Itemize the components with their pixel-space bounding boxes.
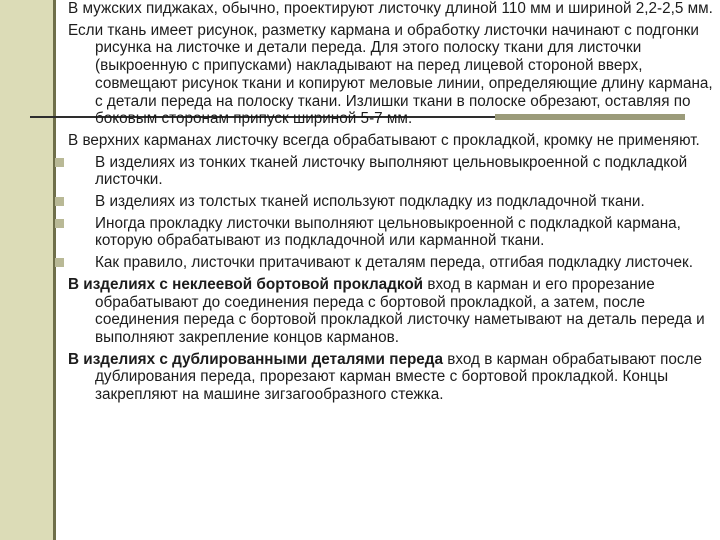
slide-text-body	[68, 0, 714, 408]
paragraph-rest-text: вход в карман и его прорезание обрабатывают до соединения переда с бортовой прокладкой, а затем, после соединения переда с бортовой прокладкой листочку наметывают на деталь переда и выполняют закрепление концов карманов.	[95, 275, 705, 346]
paragraph-upper-pockets: В верхних карманах листочку всегда обрабатывают с прокладкой, кромку не применяют.	[68, 131, 700, 149]
paragraph-pocket-size: В мужских пиджаках, обычно, проектируют листочку длиной 110 мм и шириной 2,2-2,5 мм.	[68, 0, 713, 17]
side-decorative-band	[0, 0, 53, 540]
bullet-item	[68, 215, 714, 250]
side-decorative-line	[53, 0, 56, 540]
bold-lead-text: В изделиях с неклеевой бортовой прокладкой	[68, 275, 424, 293]
square-bullet-icon	[55, 219, 64, 228]
square-bullet-icon	[55, 197, 64, 206]
bullet-item	[68, 254, 714, 272]
square-bullet-icon	[55, 258, 64, 267]
paragraph-rest-text: вход в карман обрабатывают после дублирования переда, прорезают карман вместе с бортовой прокладкой. Концы закрепляют на машине зигзагообразного стежка.	[95, 350, 702, 404]
paragraph-fabric-pattern: Если ткань имеет рисунок, разметку кармана и обработку листочки начинают с подгонки рисунка на листочке и детали переда. Для этого полоску ткани для листочки (выкроенную с припусками) накладывают на перед лицевой стороной вверх, совмещают рисунок ткани и копируют меловые линии, определяющие длину кармана, с детали переда на полоску ткани. Излишки ткани в полоске обрезают, оставляя по боковым сторонам припуск шириной 5-7 мм.	[68, 21, 713, 128]
bullet-text: Как правило, листочки притачивают к деталям переда, отгибая подкладку листочек.	[95, 254, 693, 272]
bullet-item	[68, 193, 714, 211]
bold-lead-text: В изделиях с дублированными деталями переда	[68, 350, 444, 368]
paragraph-fused-front	[68, 351, 714, 404]
square-bullet-icon	[55, 158, 64, 167]
bullet-text: В изделиях из тонких тканей листочку выполняют цельновыкроенной с подкладкой листочки.	[95, 153, 688, 189]
paragraph-non-fusible	[68, 276, 714, 347]
bullet-text: Иногда прокладку листочки выполняют цельновыкроенной с подкладкой кармана, которую обрабатывают из подкладочной или карманной ткани.	[95, 214, 681, 250]
bullet-item	[68, 154, 714, 189]
bullet-text: В изделиях из толстых тканей используют подкладку из подкладочной ткани.	[95, 193, 645, 211]
